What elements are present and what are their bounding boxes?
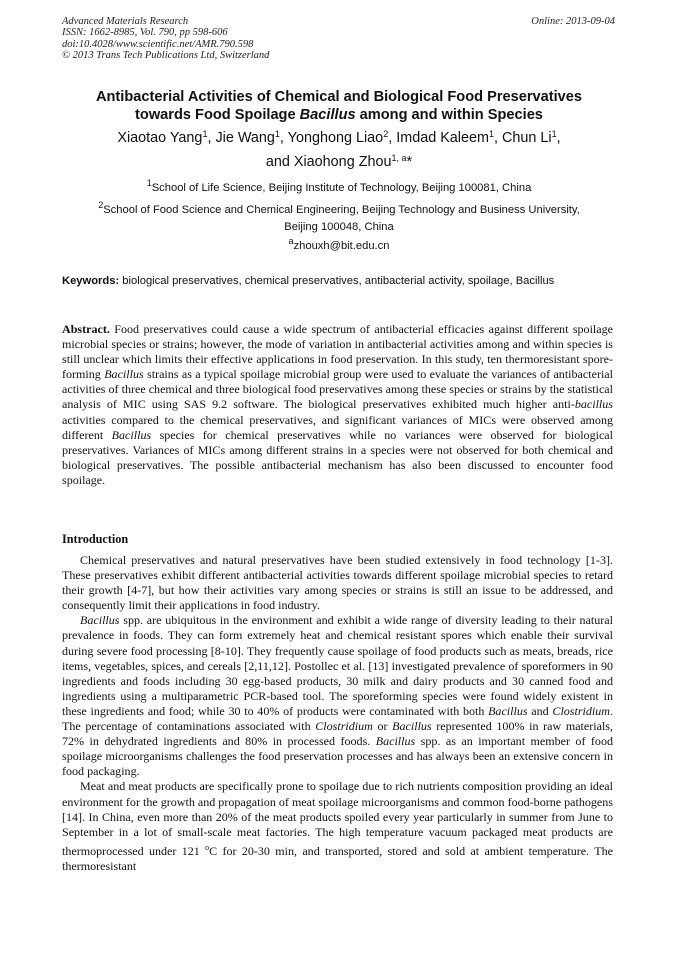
author-name: Jie Wang <box>215 130 275 146</box>
italic-term: Bacillus <box>80 613 120 628</box>
italic-term: Bacillus <box>488 703 528 718</box>
author-affil-sup: 1 <box>489 129 495 139</box>
text-run: . The percentage of contaminations associated with <box>62 703 613 734</box>
keywords-label: Keywords: <box>62 275 120 287</box>
affiliation-1 <box>40 180 638 197</box>
section-heading-introduction: Introduction <box>62 532 129 546</box>
journal-header <box>62 16 269 62</box>
author-line-1: Xiaotao Yang$^1$, Jie Wang$^1$, Yonghong Liao$^2$, Imdad Kaleem$^1$, Chun Li$^1$, <box>117 129 561 146</box>
online-date: Online: 2013-09-04 <box>531 16 615 27</box>
author-separator: , <box>279 130 288 146</box>
author-affil-sup: 1 <box>551 129 557 139</box>
email-sup: a <box>288 236 294 246</box>
corresponding-email <box>40 238 638 255</box>
affil-line <box>40 202 638 219</box>
degree-sup: o <box>205 842 210 852</box>
abstract-text: Food preservatives could cause a wide spectrum of antibacterial efficacies against different spoilage microbial species or strains; however, the mode of variation in antibacterial activities among and within species is still unclear which limits their effective applications in food preservation. In this study, ten thermoresistant spore-forming <box>62 322 613 382</box>
text-run: spp. are ubiquitous in the environment and exhibit a wide range of diversity leading to their natural prevalence in foods. They can form extremely heat and chemical resistant spores which enable their survival during severe food processing [8-10]. They frequently cause spoilage of food products such as meats, breads, rice items, vegetables, spices, and cereals [2,11,12]. Postollec et al. [13] investigated prevalence of sporeformers in 90 ingredients and foods including 30 egg-based products, 30 milk and dairy products and 30 canned food and ingredients using a multiparametric PCR-based tool. The sporeforming species were found widely existent in these ingredients and food; while 30 to 40% of products were contaminated with both <box>62 613 613 718</box>
author-name: Chun Li <box>502 130 552 146</box>
introduction-body <box>62 553 613 874</box>
text-run: or <box>372 719 393 734</box>
author-line-2 <box>40 150 638 174</box>
author-name: Xiaohong Zhou <box>293 154 392 170</box>
affil-sup: 2 <box>98 200 104 210</box>
abstract-italic: bacillus <box>574 397 613 412</box>
author-name: Xiaotao Yang <box>117 130 203 146</box>
abstract-text: activities compared to the chemical preservatives, and significant variances of MICs were observed among different <box>62 412 613 442</box>
title-text: towards Food Spoilage <box>135 107 300 123</box>
text-run: Meat and meat products are specifically prone to spoilage due to rich nutrients composition providing an ideal environment for the growth and propagation of meat spoilage microorganisms and common food-borne pathogens [14]. In China, even more than 20% of the meat products spoiled every year particularly in summer from June to September in a lot of small-scale meat factories. The high temperature vacuum packaged meat products are thermoprocessed under 121 <box>62 779 613 858</box>
affiliation-2 <box>40 202 638 236</box>
email-text: zhouxh@bit.edu.cn <box>293 240 390 252</box>
affil-line: Beijing 100048, China <box>284 221 394 233</box>
author-separator: , <box>207 130 216 146</box>
author-affil-sup: 2 <box>383 129 389 139</box>
paper-title <box>40 88 638 124</box>
keywords <box>62 274 613 288</box>
text-run: and <box>527 703 553 718</box>
abstract-italic: Bacillus <box>104 367 144 382</box>
author-separator: , <box>388 130 397 146</box>
author-name: Imdad Kaleem <box>396 130 489 146</box>
issn: ISSN: 1662-8985, Vol. 790, pp 598-606 <box>62 27 228 39</box>
title-line-2 <box>40 106 638 124</box>
author-list <box>40 126 638 174</box>
affil-text: School of Life Science, Beijing Institute of Technology, Beijing 100081, China <box>151 182 532 194</box>
keywords-text: biological preservatives, chemical preservatives, antibacterial activity, spoilage, Bacillus <box>119 275 555 287</box>
italic-term: Bacillus <box>392 719 432 734</box>
title-line-1: Antibacterial Activities of Chemical and Biological Food Preservatives <box>95 89 583 105</box>
affil-sup: 1 <box>146 178 152 188</box>
abstract <box>62 322 613 488</box>
abstract-label: Abstract. <box>62 322 110 336</box>
italic-term: Clostridium <box>552 703 610 718</box>
title-italic-term: Bacillus <box>299 107 356 123</box>
text-run: spp. as an important member of food spoilage microorganisms challenges the food preservation processes and has always been an extensive concern in food packaging. <box>62 734 613 779</box>
author-affil-sup: 1 <box>274 129 280 139</box>
paragraph <box>62 779 613 874</box>
author-separator: , <box>494 130 503 146</box>
italic-term: Bacillus <box>375 734 416 749</box>
author-affil-sup: 1 <box>202 129 208 139</box>
text-run: represented 100% in raw materials, 72% in dehydrated ingredients and 80% in processed foods. <box>62 719 614 749</box>
corresponding-mark: * <box>406 154 413 170</box>
copyright: © 2013 Trans Tech Publications Ltd, Switzerland <box>62 50 270 62</box>
author-conjunction: and <box>265 154 294 170</box>
paragraph <box>62 613 613 779</box>
author-affil-sup: 1, a <box>391 153 407 163</box>
title-text: among and within Species <box>355 107 543 123</box>
doi: doi:10.4028/www.scientific.net/AMR.790.598 <box>62 38 254 50</box>
abstract-text: species for chemical preservatives while no variances were observed for biological preservatives. Variances of MICs among different strains in a species were not observed for both chemical and biological preservatives. The possible antibacterial mechanism has also been discussed to encounter food spoilage. <box>62 427 613 487</box>
abstract-text: strains as a typical spoilage microbial group were used to evaluate the variances of antibacterial activities of three chemical and three biological food preservatives among these species or strains by the statistical analysis of MIC using SAS 9.2 software. The biological preservatives exhibited much higher anti- <box>62 367 613 412</box>
paragraph: Chemical preservatives and natural preservatives have been studied extensively in food technology [1-3]. These preservatives exhibit different antibacterial activities towards different spoilage microbial species to retard their growth [4-7], but how their activities vary among species or strains is still an issue to be addressed, and consequently limit their applications in food industry. <box>62 553 613 613</box>
italic-term: Clostridium <box>315 719 373 734</box>
journal-name: Advanced Materials Research <box>62 16 189 27</box>
affil-text: School of Food Science and Chemical Engineering, Beijing Technology and Business University, <box>103 204 580 216</box>
author-name: Yonghong Liao <box>287 130 384 146</box>
abstract-italic: Bacillus <box>111 427 152 442</box>
text-run: C for 20-30 min, and transported, stored and sold at ambient temperature. The thermoresistant <box>62 843 613 873</box>
